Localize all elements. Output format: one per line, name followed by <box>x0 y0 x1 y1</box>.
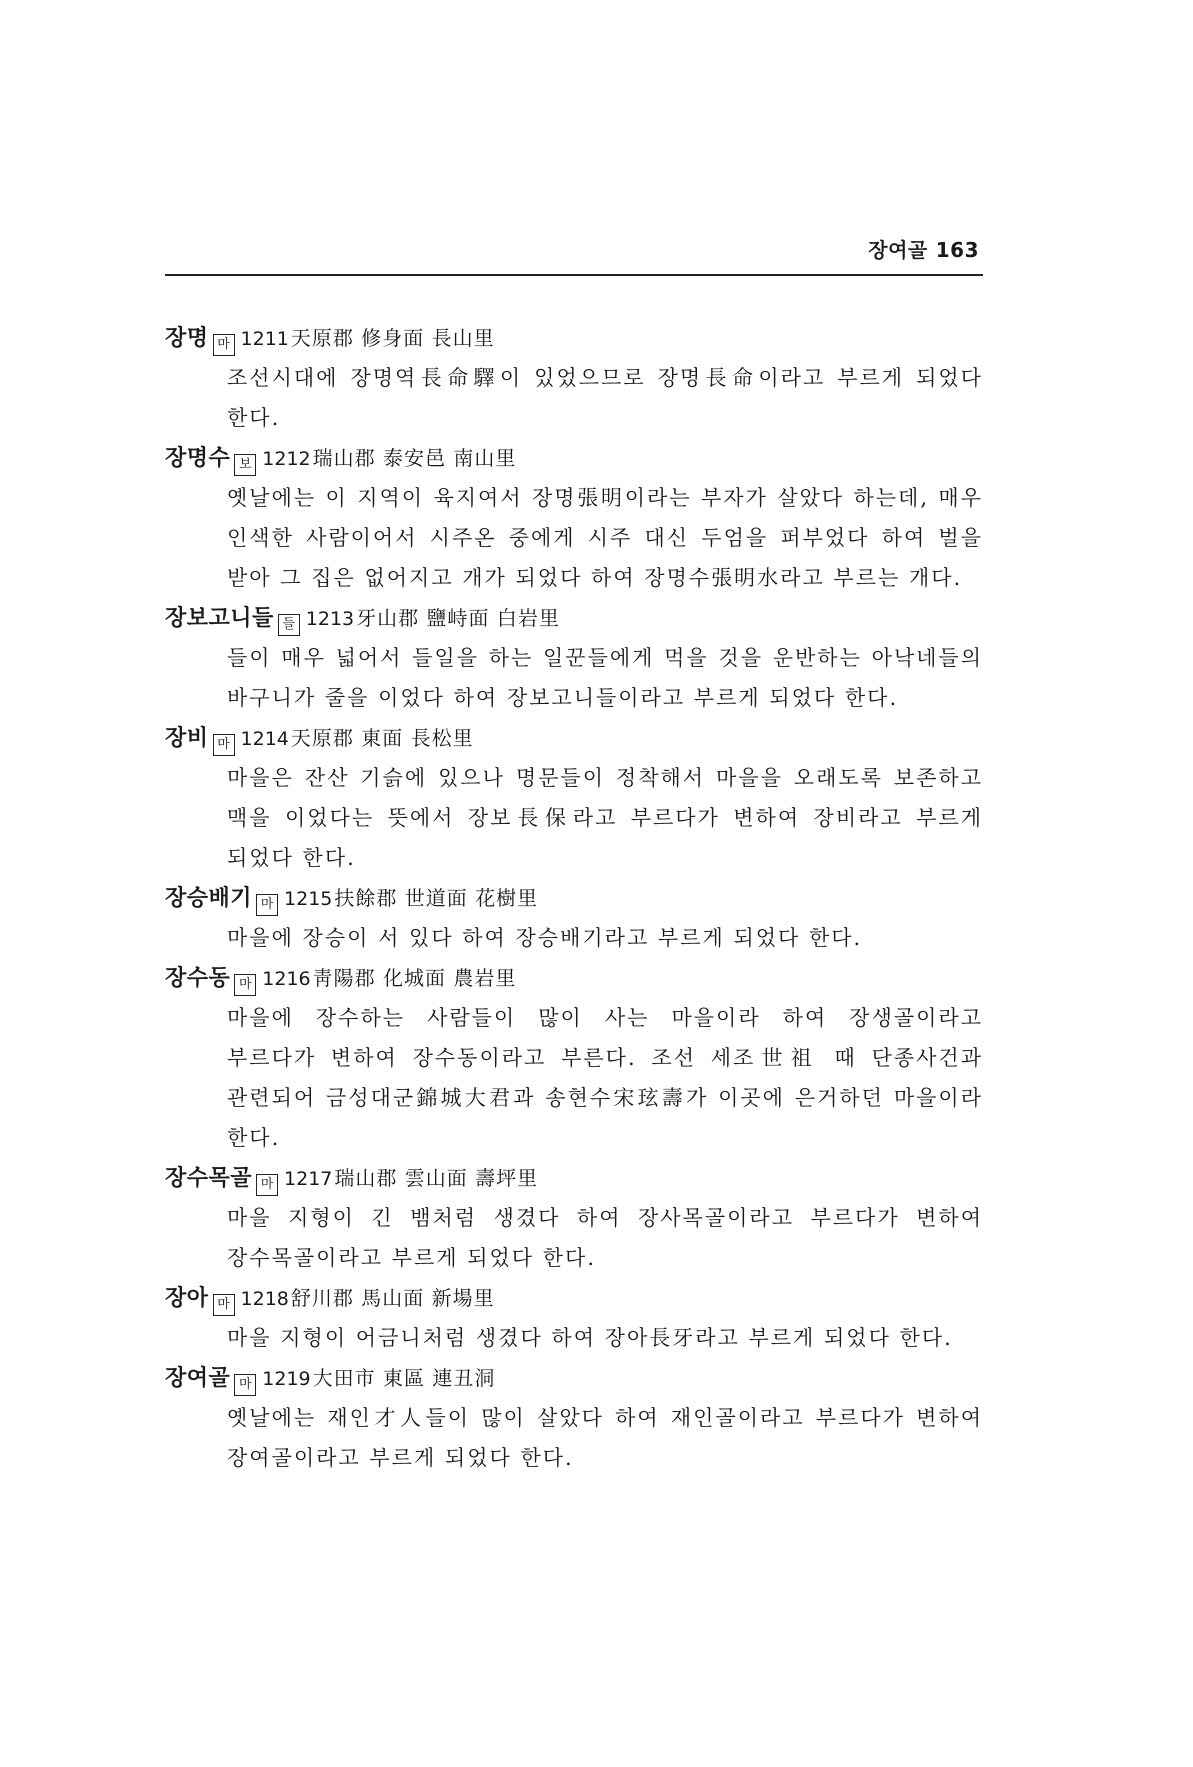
entry-description: 옛날에는 이 지역이 육지여서 장명張明이라는 부자가 살았다 하는데, 매우 인색한 사람이어서 시주온 중에게 시주 대신 두엄을 퍼부었다 하여 벌을 받아 그 집은 없어지고 개가 되었다 하여 장명수張明水라고 부르는 개다. <box>227 486 983 590</box>
entry-description: 마을은 잔산 기슭에 있으나 명문들이 정착해서 마을을 오래도록 보존하고 맥을 이었다는 뜻에서 장보長保라고 부르다가 변하여 장비라고 부르게 되었다 한다. <box>227 766 983 870</box>
category-badge: 마 <box>234 1374 256 1396</box>
entry-1214 <box>165 718 983 878</box>
category-badge: 들 <box>278 614 300 636</box>
entry-headword: 장수동 <box>165 966 231 991</box>
category-badge: 마 <box>234 974 256 996</box>
entry-number: 1219 <box>262 1368 311 1390</box>
category-badge: 마 <box>256 894 278 916</box>
entry-1215 <box>165 878 983 958</box>
running-header-title: 장여골 <box>868 238 928 262</box>
entry-headword: 장수목골 <box>165 1166 253 1191</box>
entry-location: 扶餘郡 世道面 花樹里 <box>334 886 539 910</box>
category-badge: 마 <box>256 1174 278 1196</box>
entry-header <box>165 958 983 998</box>
entry-number: 1214 <box>240 728 289 750</box>
page-number: 163 <box>935 238 979 262</box>
entry-header <box>165 438 983 478</box>
entry-location: 瑞山郡 泰安邑 南山里 <box>312 446 517 470</box>
entry-number: 1217 <box>284 1168 333 1190</box>
entry-description: 마을에 장수하는 사람들이 많이 사는 마을이라 하여 장생골이라고 부르다가 변하여 장수동이라고 부른다. 조선 세조世祖 때 단종사건과 관련되어 금성대군錦城大君과 송현수宋玹壽가 이곳에 은거하던 마을이라 한다. <box>227 1006 983 1150</box>
entry-location: 天原郡 東面 長松里 <box>290 726 474 750</box>
entry-headword: 장보고니들 <box>165 606 274 631</box>
category-badge: 마 <box>213 1294 235 1316</box>
category-badge: 마 <box>213 734 235 756</box>
entry-description: 옛날에는 재인才人들이 많이 살았다 하여 재인골이라고 부르다가 변하여 장여골이라고 부르게 되었다 한다. <box>227 1406 983 1470</box>
entry-1216 <box>165 958 983 1158</box>
entry-1213 <box>165 598 983 718</box>
entry-description: 조선시대에 장명역長命驛이 있었으므로 장명長命이라고 부르게 되었다 한다. <box>227 366 983 430</box>
entry-1219 <box>165 1358 983 1478</box>
entry-headword: 장비 <box>165 726 209 751</box>
entry-1218 <box>165 1278 983 1358</box>
entry-headword: 장아 <box>165 1286 209 1311</box>
category-badge: 마 <box>213 334 235 356</box>
entry-location: 天原郡 修身面 長山里 <box>290 326 495 350</box>
entry-number: 1218 <box>240 1288 289 1310</box>
entry-number: 1212 <box>262 448 311 470</box>
entry-location: 舒川郡 馬山面 新場里 <box>290 1286 495 1310</box>
entry-location: 靑陽郡 化城面 農岩里 <box>312 966 517 990</box>
entry-header <box>165 1158 983 1198</box>
entry-number: 1213 <box>305 608 355 630</box>
entry-list <box>165 318 983 1478</box>
entry-description: 마을에 장승이 서 있다 하여 장승배기라고 부르게 되었다 한다. <box>227 926 863 950</box>
entry-description: 들이 매우 넓어서 들일을 하는 일꾼들에게 먹을 것을 운반하는 아낙네들의 바구니가 줄을 이었다 하여 장보고니들이라고 부르게 되었다 한다. <box>227 646 983 710</box>
entry-1212 <box>165 438 983 598</box>
running-header-text <box>868 234 979 263</box>
entry-headword: 장여골 <box>165 1366 231 1391</box>
entry-description: 마을 지형이 어금니처럼 생겼다 하여 장아長牙라고 부르게 되었다 한다. <box>227 1326 953 1350</box>
entry-headword: 장승배기 <box>165 886 253 911</box>
entry-1211 <box>165 318 983 438</box>
entry-description: 마을 지형이 긴 뱀처럼 생겼다 하여 장사목골이라고 부르다가 변하여 장수목골이라고 부르게 되었다 한다. <box>227 1206 983 1270</box>
entry-headword: 장명 <box>165 326 209 351</box>
entry-header <box>165 878 983 918</box>
entry-header <box>165 318 983 358</box>
entry-number: 1215 <box>284 888 333 910</box>
entry-location: 大田市 東區 連丑洞 <box>312 1366 496 1390</box>
entry-header <box>165 1358 983 1398</box>
entry-header <box>165 1278 983 1318</box>
entry-1217 <box>165 1158 983 1278</box>
entry-headword: 장명수 <box>165 446 231 471</box>
entry-number: 1216 <box>262 968 311 990</box>
entry-header <box>165 598 983 638</box>
entry-number: 1211 <box>240 328 289 350</box>
entry-location: 牙山郡 鹽峙面 白岩里 <box>356 606 560 630</box>
entry-location: 瑞山郡 雲山面 壽坪里 <box>334 1166 539 1190</box>
category-badge: 보 <box>234 454 256 476</box>
entry-header <box>165 718 983 758</box>
running-header <box>165 228 983 276</box>
